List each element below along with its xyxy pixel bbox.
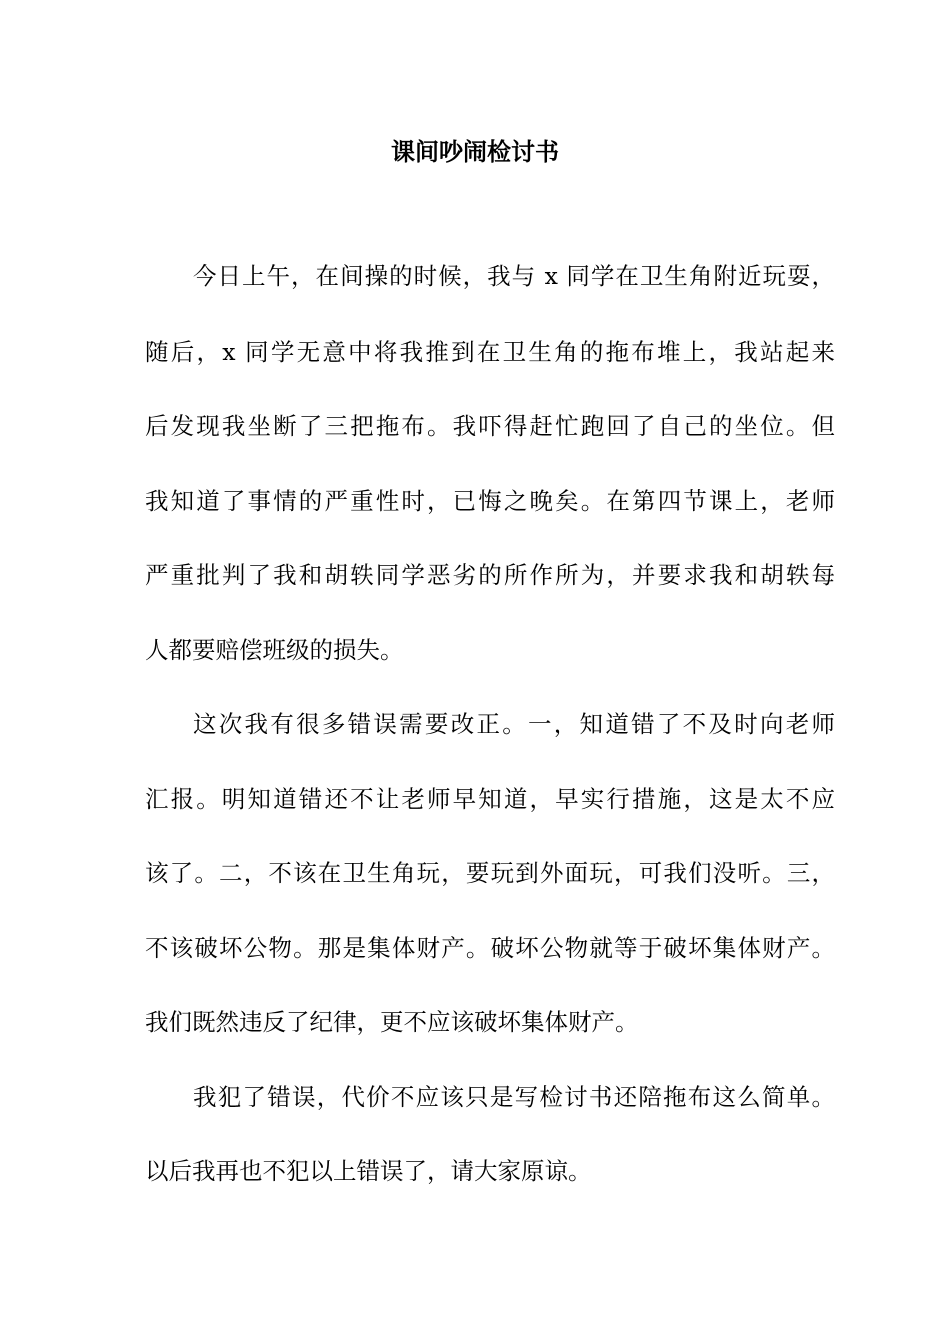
paragraph-1-line-6: 人都要赔偿班级的损失。 xyxy=(145,636,404,664)
paragraph-2-line-1: 这次我有很多错误需要改正。一，知道错了不及时向老师 xyxy=(193,710,835,738)
paragraph-3-line-1: 我犯了错误，代价不应该只是写检讨书还陪拖布这么简单。 xyxy=(193,1083,835,1111)
paragraph-1-line-4: 我知道了事情的严重性时，已悔之晚矣。在第四节课上，老师 xyxy=(145,487,835,515)
paragraph-1-line-3: 后发现我坐断了三把拖布。我吓得赶忙跑回了自己的坐位。但 xyxy=(145,412,835,440)
paragraph-2-line-2: 汇报。明知道错还不让老师早知道，早实行措施，这是太不应 xyxy=(145,785,835,813)
paragraph-2-line-5: 我们既然违反了纪律，更不应该破坏集体财产。 xyxy=(145,1008,639,1036)
paragraph-2-line-3: 该了。二，不该在卫生角玩，要玩到外面玩，可我们没听。三， xyxy=(145,859,835,887)
paragraph-1-line-2: 随后，x 同学无意中将我推到在卫生角的拖布堆上，我站起来 xyxy=(145,338,835,366)
paragraph-3-line-2: 以后我再也不犯以上错误了，请大家原谅。 xyxy=(145,1157,592,1185)
paragraph-1-line-5: 严重批判了我和胡轶同学恶劣的所作所为，并要求我和胡轶每 xyxy=(145,561,835,589)
document-title: 课间吵闹检讨书 xyxy=(391,137,559,166)
paragraph-2-line-4: 不该破坏公物。那是集体财产。破坏公物就等于破坏集体财产。 xyxy=(145,934,835,962)
paragraph-1-line-1: 今日上午，在间操的时候，我与 x 同学在卫生角附近玩耍， xyxy=(193,262,835,290)
